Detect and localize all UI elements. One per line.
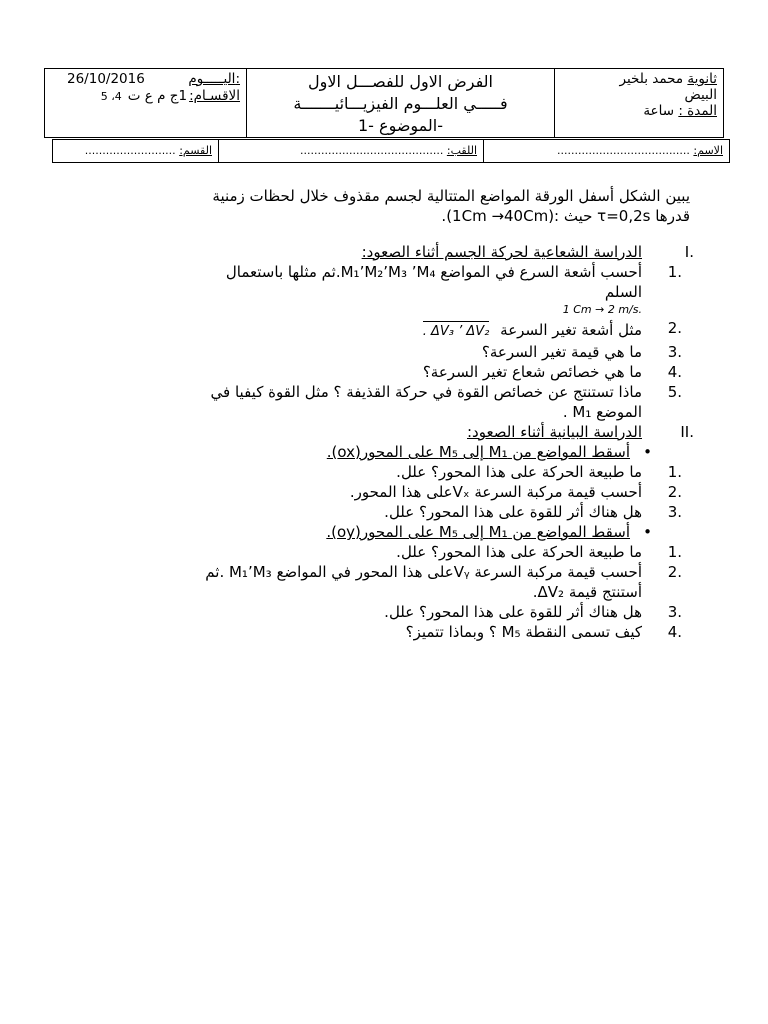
school-cell: [555, 69, 723, 137]
item-text: أحسب أشعة السرع في المواضع M₁’M₂’M₃ ’M₄.ثم مثلها باستعمال: [225, 263, 642, 281]
surname-field[interactable]: [219, 140, 484, 162]
part2-title: الدراسة البيانية أثناء الصعود:: [467, 423, 642, 441]
bullet-ox-text: أسقط المواضع من M₁ إلى M₅ على المحور(ox).: [326, 443, 630, 461]
school-label: ثانوية: [687, 71, 717, 87]
scale-formula: 1 Cm → 2 m/s.: [562, 303, 642, 316]
item-number: 2.: [667, 563, 682, 581]
part1-item-1: [100, 262, 682, 302]
classes-value: 1ج م ع ت: [127, 88, 188, 104]
exam-title-cell: [247, 69, 555, 137]
part2x-item-3: [100, 502, 682, 522]
item-number: 4.: [667, 623, 682, 641]
classes-numbers: 4، 5: [100, 90, 122, 103]
name-label: الاسم:: [693, 144, 723, 157]
date-classes-cell: [45, 69, 247, 137]
part1-title-row: [100, 242, 694, 262]
school-name: محمد بلخير: [619, 71, 684, 87]
item-text: هل هناك أثر للقوة على هذا المحور؟ علل.: [384, 503, 642, 521]
item-text: مثل أشعة تغير السرعة: [500, 321, 642, 339]
exam-header: [44, 68, 724, 138]
item-text: ما هي قيمة تغير السرعة؟: [481, 343, 642, 361]
date-value: 26/10/2016: [67, 71, 145, 87]
exam-body: [100, 186, 694, 642]
part2y-item-2: [100, 562, 682, 602]
part2-numeral: II.: [680, 423, 694, 441]
item-text: ما طبيعة الحركة على هذا المحور؟ علل.: [396, 463, 642, 481]
item-text: كيف تسمى النقطة M₅ ؟ وبماذا تتميز؟: [405, 623, 642, 641]
item-number: 5.: [667, 383, 682, 401]
duration-value: ساعة: [643, 103, 675, 119]
item-number: 3.: [667, 503, 682, 521]
item-text: هل هناك أثر للقوة على هذا المحور؟ علل.: [384, 603, 642, 621]
part2-title-row: [100, 422, 694, 442]
title-line-3: -الموضوع -1: [357, 116, 444, 135]
surname-label: اللقب:: [446, 144, 477, 157]
surname-dots: .........................................: [300, 144, 444, 157]
part1-item-5: [100, 382, 682, 422]
classes-label: الاقسـام:: [189, 88, 240, 104]
part1-item-3: [100, 342, 682, 362]
part1-item-2: [100, 318, 682, 342]
intro-line-1: يبين الشكل أسفل الورقة المواضع المتتالية لجسم مقذوف خلال لحظات زمنية: [212, 187, 690, 205]
title-line-2: فـــــي العلـــوم الفيزيـــائيـــــــة: [293, 94, 508, 113]
item-number: 1.: [667, 463, 682, 481]
item-text: ماذا تستنتج عن خصائص القوة في حركة القذيفة ؟ مثل القوة كيفيا في: [210, 383, 642, 401]
item-text: ما هي خصائص شعاع تغير السرعة؟: [422, 363, 642, 381]
name-field[interactable]: [484, 140, 729, 162]
item-number: 1.: [667, 543, 682, 561]
school-city: البيض: [684, 87, 717, 103]
title-line-1: الفرض الاول للفصـــل الاول: [307, 72, 493, 91]
section-dots: ..........................: [84, 144, 176, 157]
item-text: أحسب قيمة مركبة السرعة Vᵧعلى هذا المحور في المواضع M₁’M₃ .ثم: [205, 563, 642, 581]
item-number: 3.: [667, 603, 682, 621]
delta-v-vectors: ΔV₃ ’ ΔV₂ .: [423, 318, 490, 342]
part2x-item-2: [100, 482, 682, 502]
bullet-oy-text: أسقط المواضع من M₁ إلى M₅ على المحور(oy).: [326, 523, 630, 541]
date-label: اليـــــوم:: [188, 71, 240, 87]
item-number: 2.: [667, 483, 682, 501]
item-text-cont: أستنتج قيمة ΔV₂.: [532, 583, 642, 601]
bullet-oy: [100, 522, 652, 542]
item-number: 3.: [667, 343, 682, 361]
item-text: أحسب قيمة مركبة السرعة Vₓعلى هذا المحور.: [349, 483, 642, 501]
part2x-item-1: [100, 462, 682, 482]
part2y-item-3: [100, 602, 682, 622]
part1-title: الدراسة الشعاعية لحركة الجسم أثناء الصعود:: [361, 243, 642, 261]
item-text: ما طبيعة الحركة على هذا المحور؟ علل.: [396, 543, 642, 561]
part1-item-4: [100, 362, 682, 382]
student-info-row: [52, 139, 730, 163]
item-text-cont: الموضع M₁ .: [562, 403, 642, 421]
part2y-item-4: [100, 622, 682, 642]
bullet-dot-icon: •: [643, 523, 652, 541]
item-number: 2.: [667, 319, 682, 337]
part2y-item-1: [100, 542, 682, 562]
section-label: القسم:: [179, 144, 212, 157]
item-text-cont: السلم: [604, 283, 642, 301]
item-number: 1.: [667, 263, 682, 281]
duration-label: المدة :: [678, 103, 717, 119]
part1-numeral: I.: [684, 243, 694, 261]
item-number: 4.: [667, 363, 682, 381]
bullet-ox: [100, 442, 652, 462]
bullet-dot-icon: •: [643, 443, 652, 461]
section-field[interactable]: [53, 140, 219, 162]
name-dots: ......................................: [557, 144, 690, 157]
intro-line-2: قدرها τ=0,2s حيث :(1Cm →40Cm).: [441, 207, 690, 225]
